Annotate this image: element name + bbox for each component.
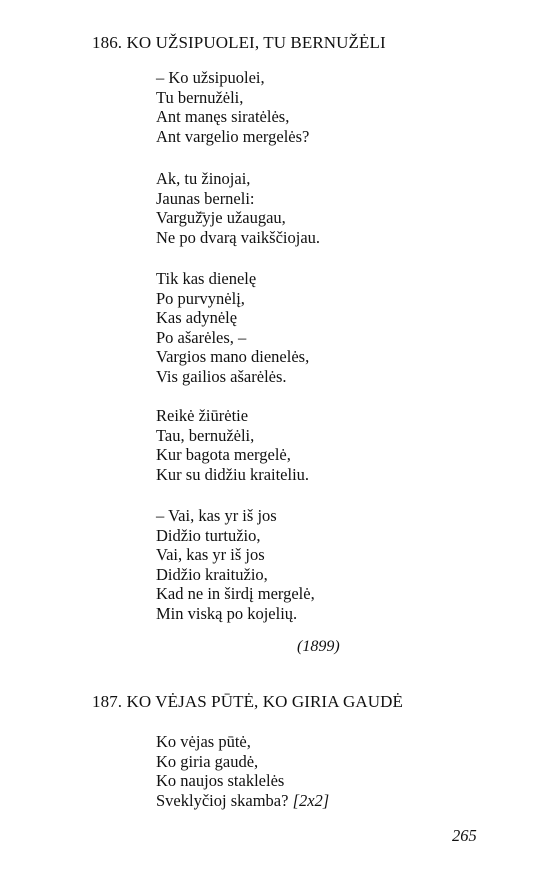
- verse-line: Ant manęs siratėlės,: [156, 107, 290, 126]
- verse-line: Ko naujos staklelės: [156, 771, 285, 790]
- poem-title: 187. KO VĖJAS PŪTĖ, KO GIRIA GAUDĖ: [92, 692, 403, 711]
- verse-line: Varguž̄yje užaugau,: [156, 208, 286, 227]
- verse-line: Kur bagota mergelė,: [156, 445, 291, 464]
- poem-date: (1899): [297, 638, 340, 655]
- verse-line: – Vai, kas yr iš jos: [156, 506, 277, 525]
- verse-line: Ko giria gaudė,: [156, 751, 259, 771]
- stanza: [156, 169, 320, 247]
- verse-line: Vai, kas yr iš jos: [156, 545, 265, 564]
- verse-line: Jaunas berneli:: [156, 188, 255, 208]
- poem-title: 186. KO UŽSIPUOLEI, TU BERNUŽĖLI: [92, 33, 386, 52]
- verse-line: Vis gailios ašarėlės.: [156, 366, 287, 386]
- verse-line: Ko vėjas pūtė,: [156, 732, 251, 751]
- stanza: [156, 269, 309, 386]
- repeat-marker: [2x2]: [292, 790, 330, 810]
- stanza: [156, 506, 315, 623]
- page-number: 265: [452, 826, 477, 845]
- verse-line: Reikė žiūrėtie: [156, 406, 249, 425]
- verse-line: Kad ne in širdį mergelė,: [156, 584, 315, 603]
- verse-line: Po ašarėles, –: [156, 327, 247, 347]
- verse-text: Sveklyčioj skamba?: [156, 790, 289, 810]
- verse-line: [156, 791, 329, 811]
- verse-line: Didžio kraitužio,: [156, 564, 268, 584]
- verse-line: Tik kas dienelę: [156, 269, 257, 288]
- verse-line: Ant vargelio mergelės?: [156, 126, 310, 146]
- stanza: [156, 68, 309, 146]
- verse-line: Kur su didžiu kraiteliu.: [156, 464, 310, 484]
- stanza: [156, 406, 309, 484]
- verse-line: Tu bernužėli,: [156, 87, 244, 107]
- verse-line: – Ko užsipuolei,: [156, 68, 265, 87]
- verse-line: Tau, bernužėli,: [156, 425, 255, 445]
- verse-line: Ne po dvarą vaikščiojau.: [156, 227, 321, 247]
- verse-line: Vargios mano dienelės,: [156, 347, 310, 366]
- verse-line: Po purvynėlį,: [156, 288, 245, 308]
- verse-line: Min viską po kojelių.: [156, 603, 298, 623]
- verse-line: Kas adynėlę: [156, 308, 238, 327]
- verse-line: Ak, tu žinojai,: [156, 169, 251, 188]
- stanza: [156, 732, 329, 810]
- verse-line: Didžio turtužio,: [156, 525, 261, 545]
